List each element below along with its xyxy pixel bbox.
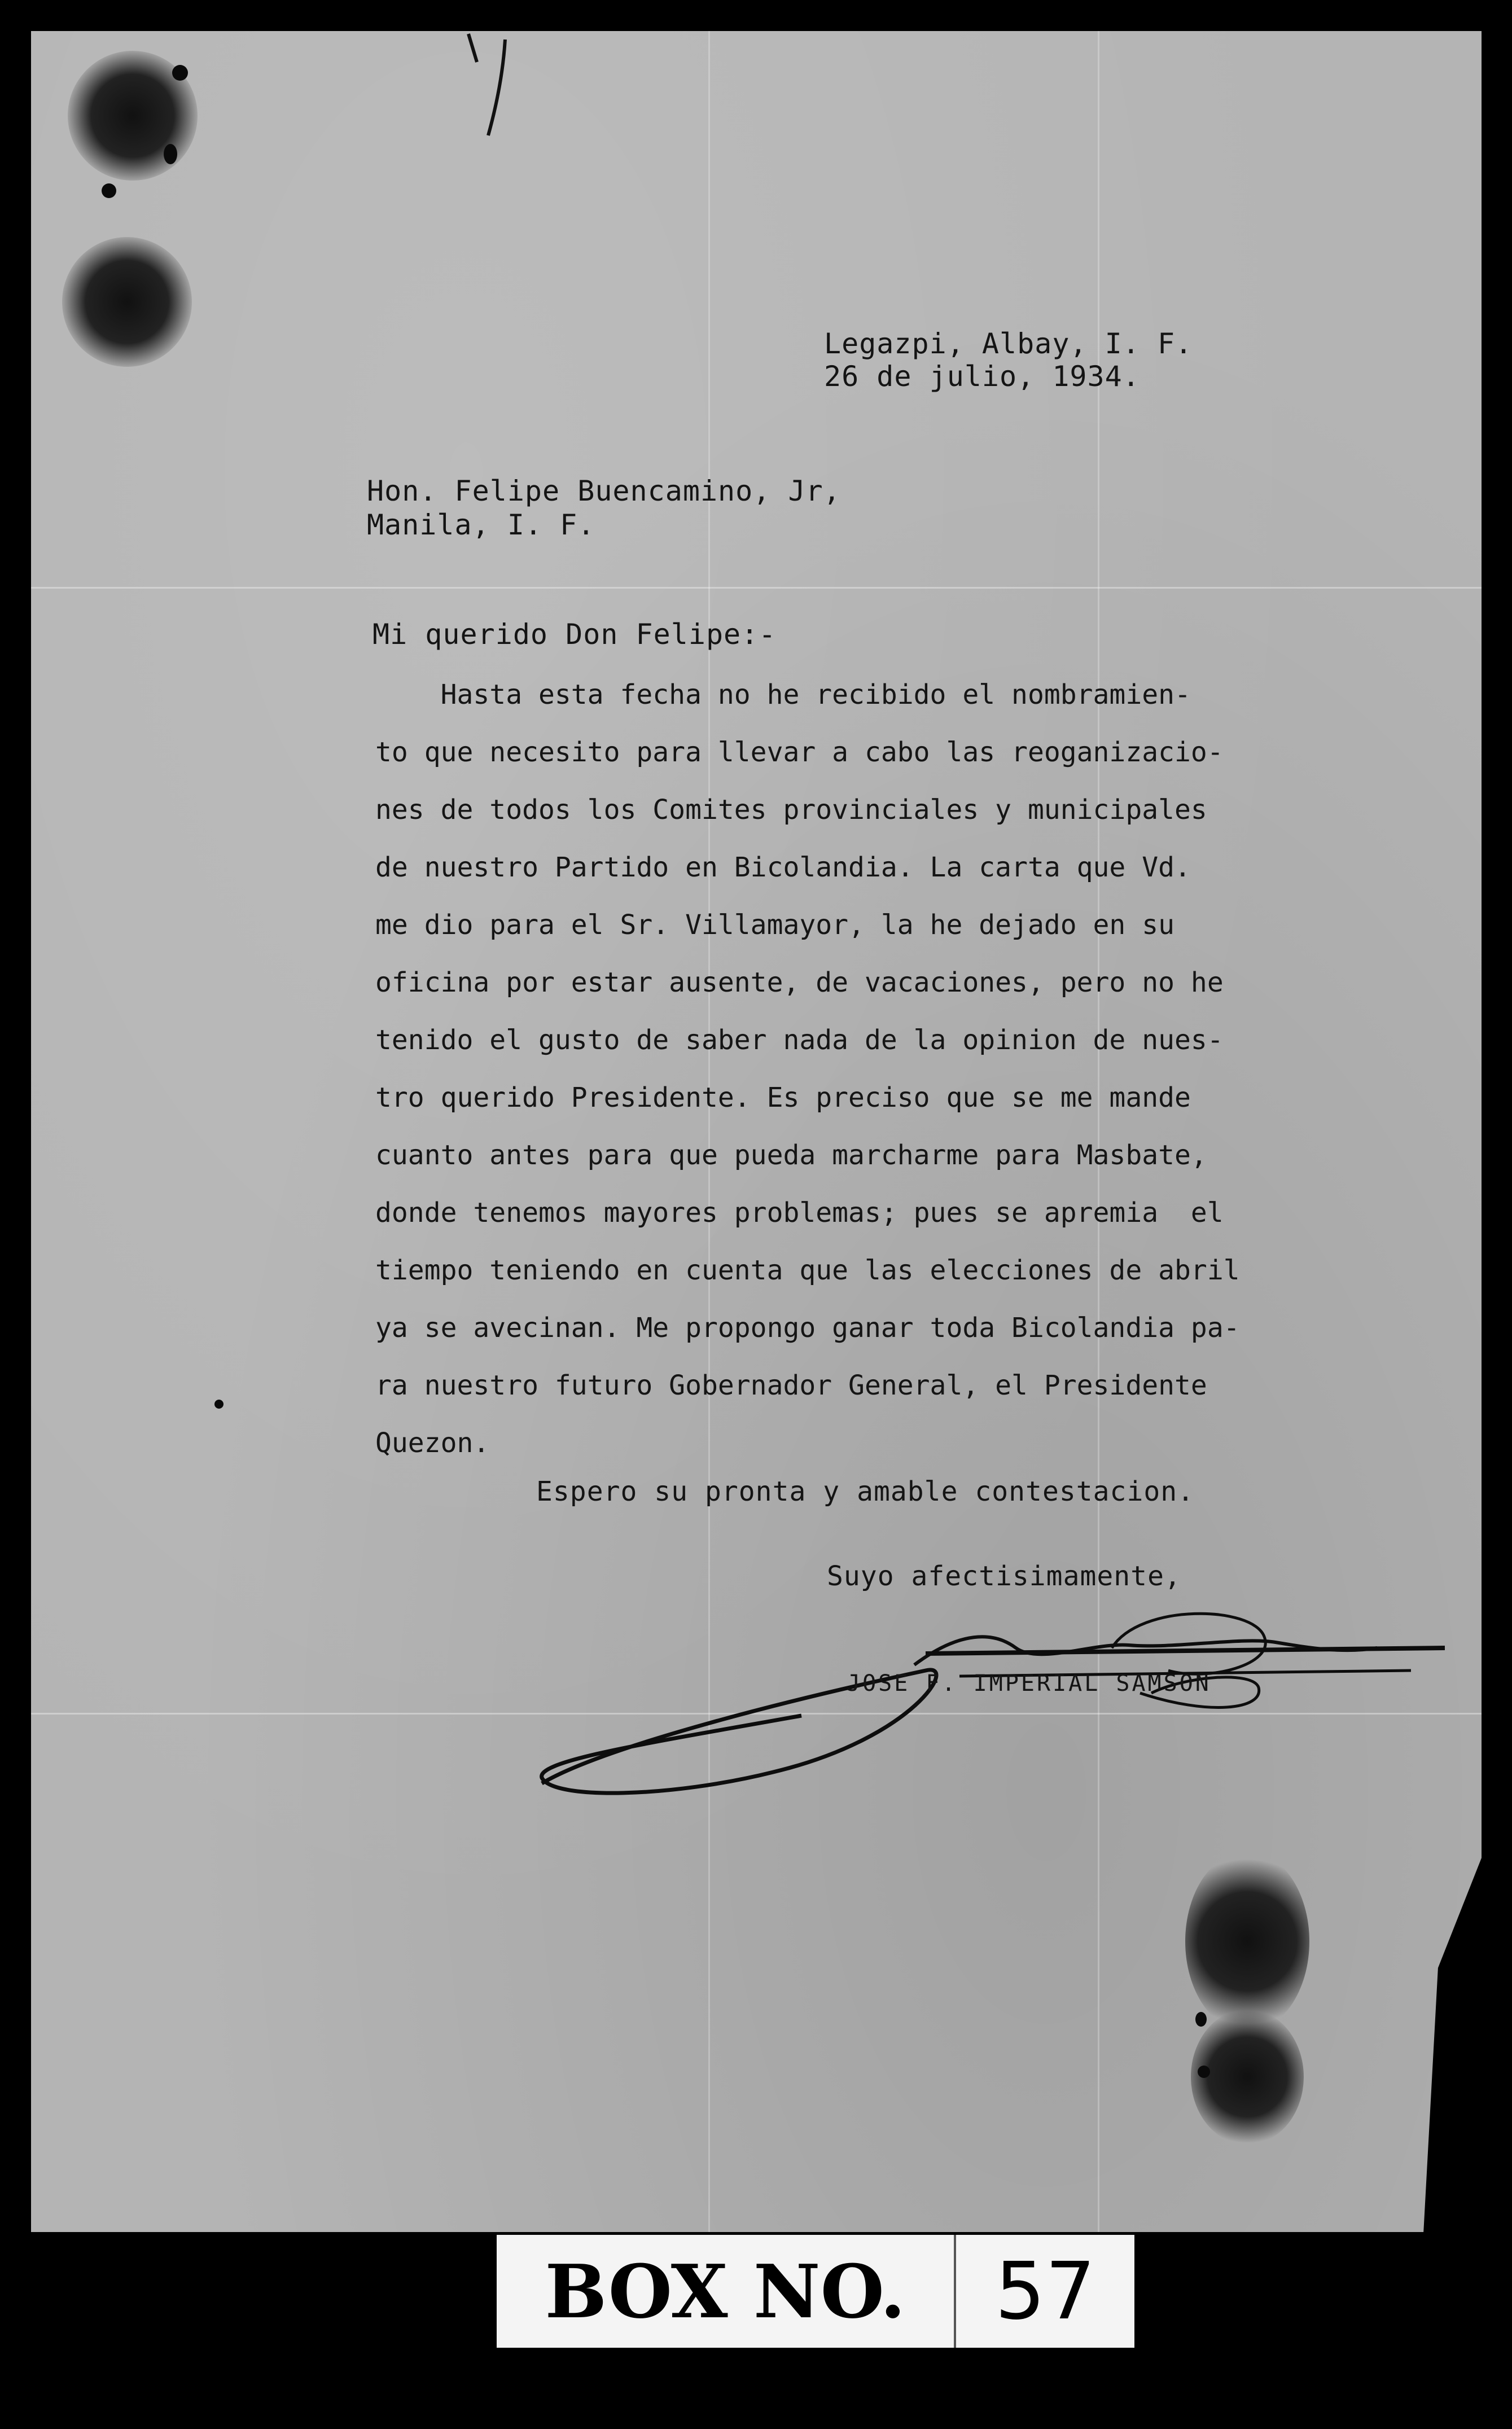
- salutation: Mi querido Don Felipe:-: [372, 618, 777, 651]
- pencil-mark: [457, 28, 525, 141]
- closing-line: Espero su pronta y amable contestacion.: [536, 1476, 1195, 1507]
- body-line: cuanto antes para que pueda marcharme para Masbate,: [375, 1139, 1207, 1171]
- ink-stain-left: [62, 237, 192, 367]
- body-line: oficina por estar ausente, de vacaciones, pero no he: [375, 967, 1224, 998]
- handwritten-signature: [531, 1608, 1445, 1812]
- ink-stain-bottom-right: [1185, 1851, 1309, 2032]
- signer-name: JOSE F. IMPERIAL SAMSON: [847, 1671, 1211, 1696]
- ink-dot: [172, 65, 188, 81]
- body-line: to que necesito para llevar a cabo las reoganizacio-: [375, 736, 1224, 768]
- body-line: Quezon.: [375, 1427, 490, 1459]
- letter-heading-place-date: [824, 327, 1193, 393]
- body-line: ya se avecinan. Me propongo ganar toda Bicolandia pa-: [375, 1312, 1240, 1344]
- body-line: Hasta esta fecha no he recibido el nombramien-: [375, 679, 1191, 711]
- body-line: tiempo teniendo en cuenta que las elecciones de abril: [375, 1255, 1240, 1286]
- letter-date: 26 de julio, 1934.: [824, 360, 1140, 393]
- fold-crease-horizontal: [31, 587, 1482, 589]
- complimentary-close: Suyo afectisimamente,: [827, 1560, 1181, 1592]
- ink-stain-bottom-right-lower: [1191, 2009, 1304, 2145]
- box-label-text: BOX NO.: [497, 2235, 956, 2348]
- body-line: tenido el gusto de saber nada de la opinion de nues-: [375, 1024, 1224, 1056]
- body-line: me dio para el Sr. Villamayor, la he dejado en su: [375, 909, 1175, 941]
- body-line: nes de todos los Comites provinciales y municipales: [375, 794, 1207, 826]
- ink-dot: [1195, 2012, 1207, 2027]
- body-line: donde tenemos mayores problemas; pues se apremia el: [375, 1197, 1224, 1229]
- ink-dot: [164, 144, 177, 164]
- recipient-name: Hon. Felipe Buencamino, Jr,: [367, 475, 841, 507]
- ink-dot: [214, 1400, 223, 1409]
- ink-dot: [102, 183, 116, 198]
- ink-dot: [1198, 2066, 1210, 2078]
- archive-box-label: [497, 2235, 1134, 2348]
- body-line: ra nuestro futuro Gobernador General, el Presidente: [375, 1370, 1207, 1401]
- letter-body: [375, 666, 1290, 1472]
- letter-place: Legazpi, Albay, I. F.: [824, 327, 1193, 360]
- box-number: 57: [994, 2245, 1096, 2338]
- recipient-block: [367, 474, 841, 542]
- body-line: tro querido Presidente. Es preciso que se me mande: [375, 1082, 1191, 1113]
- body-line: de nuestro Partido en Bicolandia. La carta que Vd.: [375, 852, 1191, 883]
- recipient-address: Manila, I. F.: [367, 508, 595, 541]
